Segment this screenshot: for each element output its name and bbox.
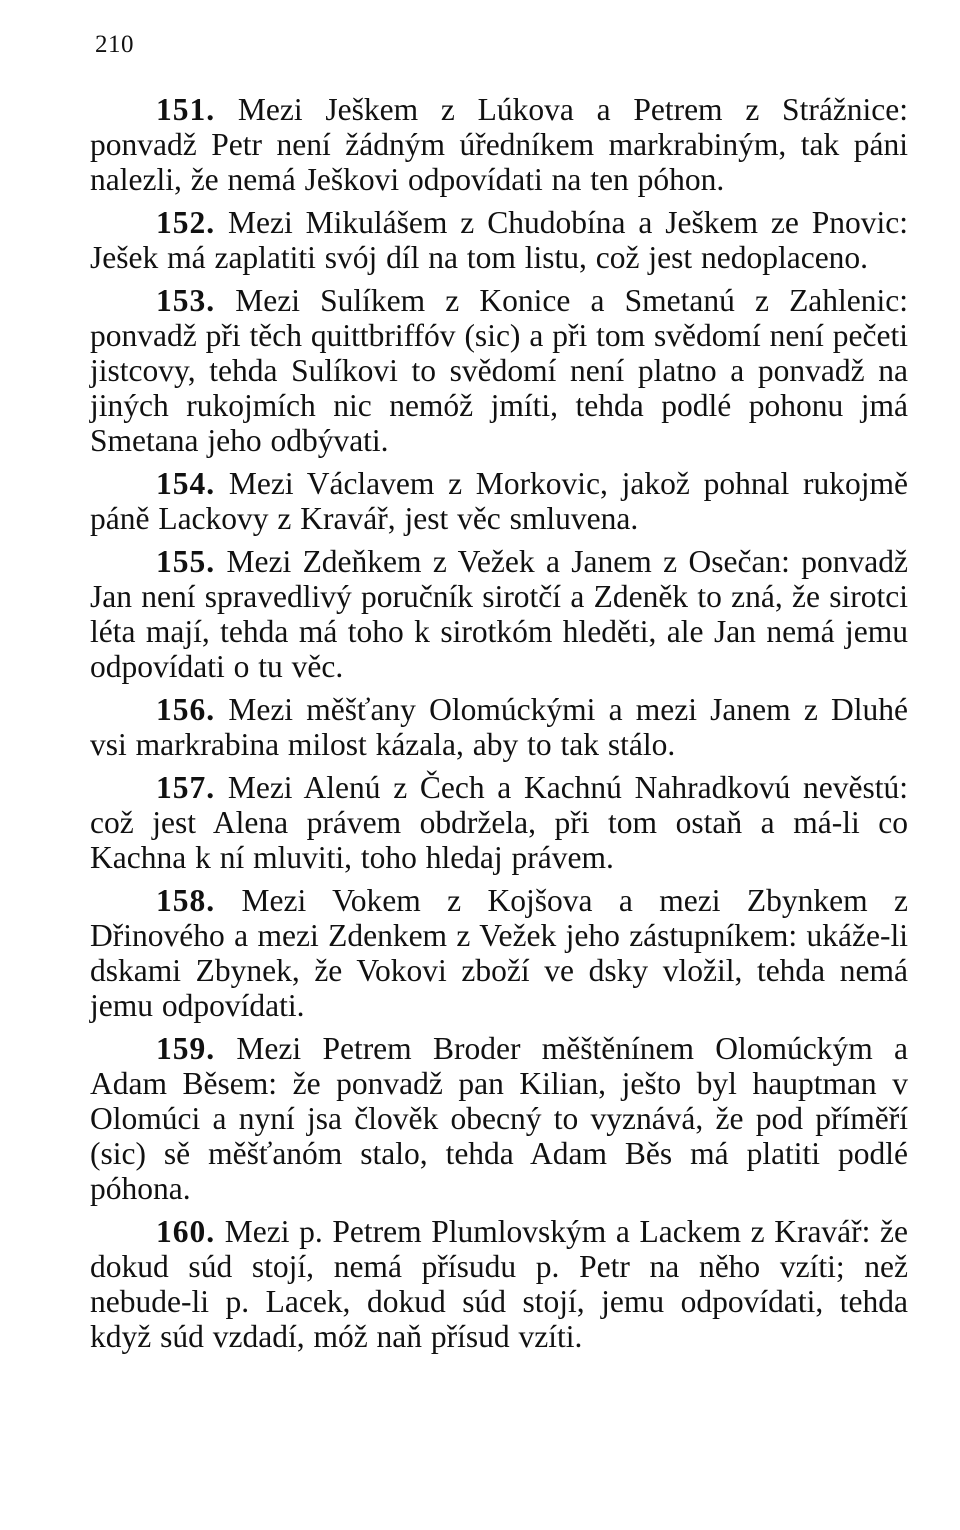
page-number: 210 — [95, 31, 134, 58]
entry-number: 158. — [156, 883, 216, 918]
entry-text: Mezi Zdeňkem z Vežek a Janem z Osečan: ponvadž Jan není spravedlivý poručník sirotčí a Zdeněk to zná, že sirotci léta mají, tehda má toho k sirotkóm hleděti, ale Jan nemá jemu odpovídati o tu věc. — [90, 544, 908, 684]
entry-text: Mezi Mikulášem z Chudobína a Ješkem ze Pnovic: Ješek má zaplatiti svój díl na tom listu, což jest nedoplaceno. — [90, 205, 908, 275]
entry-154 — [90, 466, 908, 536]
entry-text: Mezi Vokem z Kojšova a mezi Zbynkem z Dřinového a mezi Zdenkem z Vežek jeho zástupníkem: ukáže-li dskami Zbynek, že Vokovi zboží ve dsky vložil, tehda nemá jemu odpovídati. — [90, 883, 909, 1023]
entry-text: Mezi Petrem Broder měštěnínem Olomúckým a Adam Běsem: že ponvadž pan Kilian, ješto byl hauptman v Olomúci a nyní jsa člověk obecný to vyznává, že pod příměří (sic) sě měšťanóm stalo, tehda Adam Běs má platiti podlé póhona. — [90, 1031, 908, 1206]
entry-number: 151. — [156, 92, 216, 127]
entry-text: Mezi Ješkem z Lúkova a Petrem z Strážnice: ponvadž Petr není žádným úředníkem markrabiným, tak páni nalezli, že nemá Ješkovi odpovídati na ten póhon. — [90, 92, 908, 197]
entry-153 — [90, 283, 908, 458]
entry-text: Mezi p. Petrem Plumlovským a Lackem z Kravář: že dokud súd stojí, nemá přísudu p. Petr na něho vzíti; než nebude-li p. Lacek, dokud súd stojí, jemu odpovídati, tehda když súd vzdadí, móž naň přísud vzíti. — [90, 1214, 908, 1354]
entry-151 — [90, 92, 908, 197]
entry-number: 156. — [156, 692, 216, 727]
entry-text: Mezi Sulíkem z Konice a Smetanú z Zahlenic: ponvadž při těch quittbriffóv (sic) a při tom svědomí není pečeti jistcovy, tehda Sulíkovi to svědomí není platno a ponvadž na jiných rukojmích nic nemóž jmíti, tehda podlé pohonu jmá Smetana jeho odbývati. — [90, 283, 909, 458]
entry-text: Mezi Václavem z Morkovic, jakož pohnal rukojmě páně Lackovy z Kravář, jest věc smluvena. — [90, 466, 908, 536]
entry-152 — [90, 205, 908, 275]
entry-number: 155. — [156, 544, 216, 579]
entry-155 — [90, 544, 908, 684]
entry-159 — [90, 1031, 908, 1206]
entry-text: Mezi Alenú z Čech a Kachnú Nahradkovú nevěstú: což jest Alena právem obdržela, při tom ostaň a má-li co Kachna k ní mluviti, toho hledaj právem. — [90, 770, 908, 875]
entry-text: Mezi měšťany Olomúckými a mezi Janem z Dluhé vsi markrabina milost kázala, aby to tak stálo. — [90, 692, 908, 762]
entry-number: 160. — [156, 1214, 216, 1249]
entries-text-block — [90, 92, 908, 1362]
entry-157 — [90, 770, 908, 875]
entry-160 — [90, 1214, 908, 1354]
entry-number: 154. — [156, 466, 216, 501]
entry-number: 157. — [156, 770, 216, 805]
entry-156 — [90, 692, 908, 762]
entry-158 — [90, 883, 908, 1023]
entry-number: 153. — [156, 283, 216, 318]
entry-number: 159. — [156, 1031, 216, 1066]
entry-number: 152. — [156, 205, 216, 240]
